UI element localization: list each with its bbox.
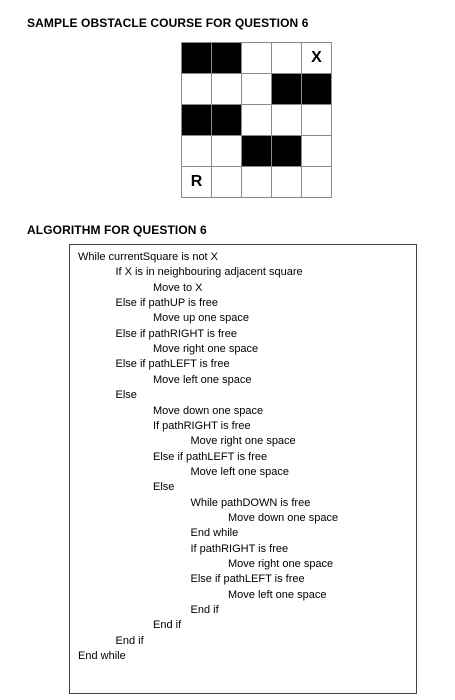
grid-cell [272, 74, 302, 105]
algorithm-line: Else if pathLEFT is free [190, 573, 305, 586]
grid-cell [242, 43, 272, 74]
obstacle-course-grid [181, 42, 332, 198]
grid-cell [182, 43, 212, 74]
algorithm-line: Else if pathUP is free [115, 297, 219, 310]
grid-cell [302, 105, 332, 136]
algorithm-line: Move left one space [190, 465, 289, 478]
algorithm-line: Move up one space [153, 312, 250, 325]
grid-cell [212, 167, 242, 198]
grid-cell [302, 167, 332, 198]
algorithm-line: Else if pathLEFT is free [153, 450, 268, 463]
algorithm-line: Move down one space [228, 511, 339, 524]
grid-cell [182, 136, 212, 167]
grid-cell-r: R [182, 167, 212, 198]
grid-cell [182, 105, 212, 136]
grid-cell-x: X [302, 43, 332, 74]
grid-cell [212, 74, 242, 105]
algorithm-line: If X is in neighbouring adjacent square [115, 266, 303, 279]
algorithm-line: While currentSquare is not X [78, 251, 219, 263]
course-title: SAMPLE OBSTACLE COURSE FOR QUESTION 6 [27, 16, 309, 30]
grid-cell [242, 105, 272, 136]
grid-cell [212, 105, 242, 136]
grid-cell [272, 43, 302, 74]
algorithm-line: Else [153, 481, 175, 494]
grid-cell [272, 136, 302, 167]
algorithm-line: If pathRIGHT is free [153, 419, 251, 432]
grid-cell [242, 167, 272, 198]
algorithm-line: Else if pathRIGHT is free [115, 327, 237, 340]
algorithm-box [69, 244, 417, 694]
algorithm-line: If pathRIGHT is free [190, 542, 289, 555]
algorithm-line: While pathDOWN is free [190, 496, 311, 509]
algorithm-line: Move right one space [190, 435, 296, 448]
grid-cell [302, 136, 332, 167]
grid-cell [242, 74, 272, 105]
algorithm-line: End if [190, 604, 219, 617]
algorithm-line: Move to X [153, 281, 203, 294]
algorithm-title: ALGORITHM FOR QUESTION 6 [27, 223, 207, 237]
grid-cell [212, 136, 242, 167]
grid-cell [212, 43, 242, 74]
algorithm-line: Else [115, 389, 137, 402]
algorithm-line: Move left one space [228, 588, 327, 601]
grid-cell [272, 105, 302, 136]
algorithm-line: Move right one space [153, 343, 259, 356]
grid-cell [302, 74, 332, 105]
grid-cell [272, 167, 302, 198]
algorithm-line: End while [78, 650, 126, 663]
grid-cell [242, 136, 272, 167]
algorithm-line: End if [153, 619, 182, 632]
grid-cell [182, 74, 212, 105]
algorithm-line: Move left one space [153, 373, 252, 386]
algorithm-line: Else if pathLEFT is free [115, 358, 230, 371]
algorithm-line: Move down one space [153, 404, 264, 417]
algorithm-line: Move right one space [228, 558, 334, 570]
algorithm-line: End if [115, 634, 144, 647]
algorithm-line: End while [190, 527, 239, 540]
